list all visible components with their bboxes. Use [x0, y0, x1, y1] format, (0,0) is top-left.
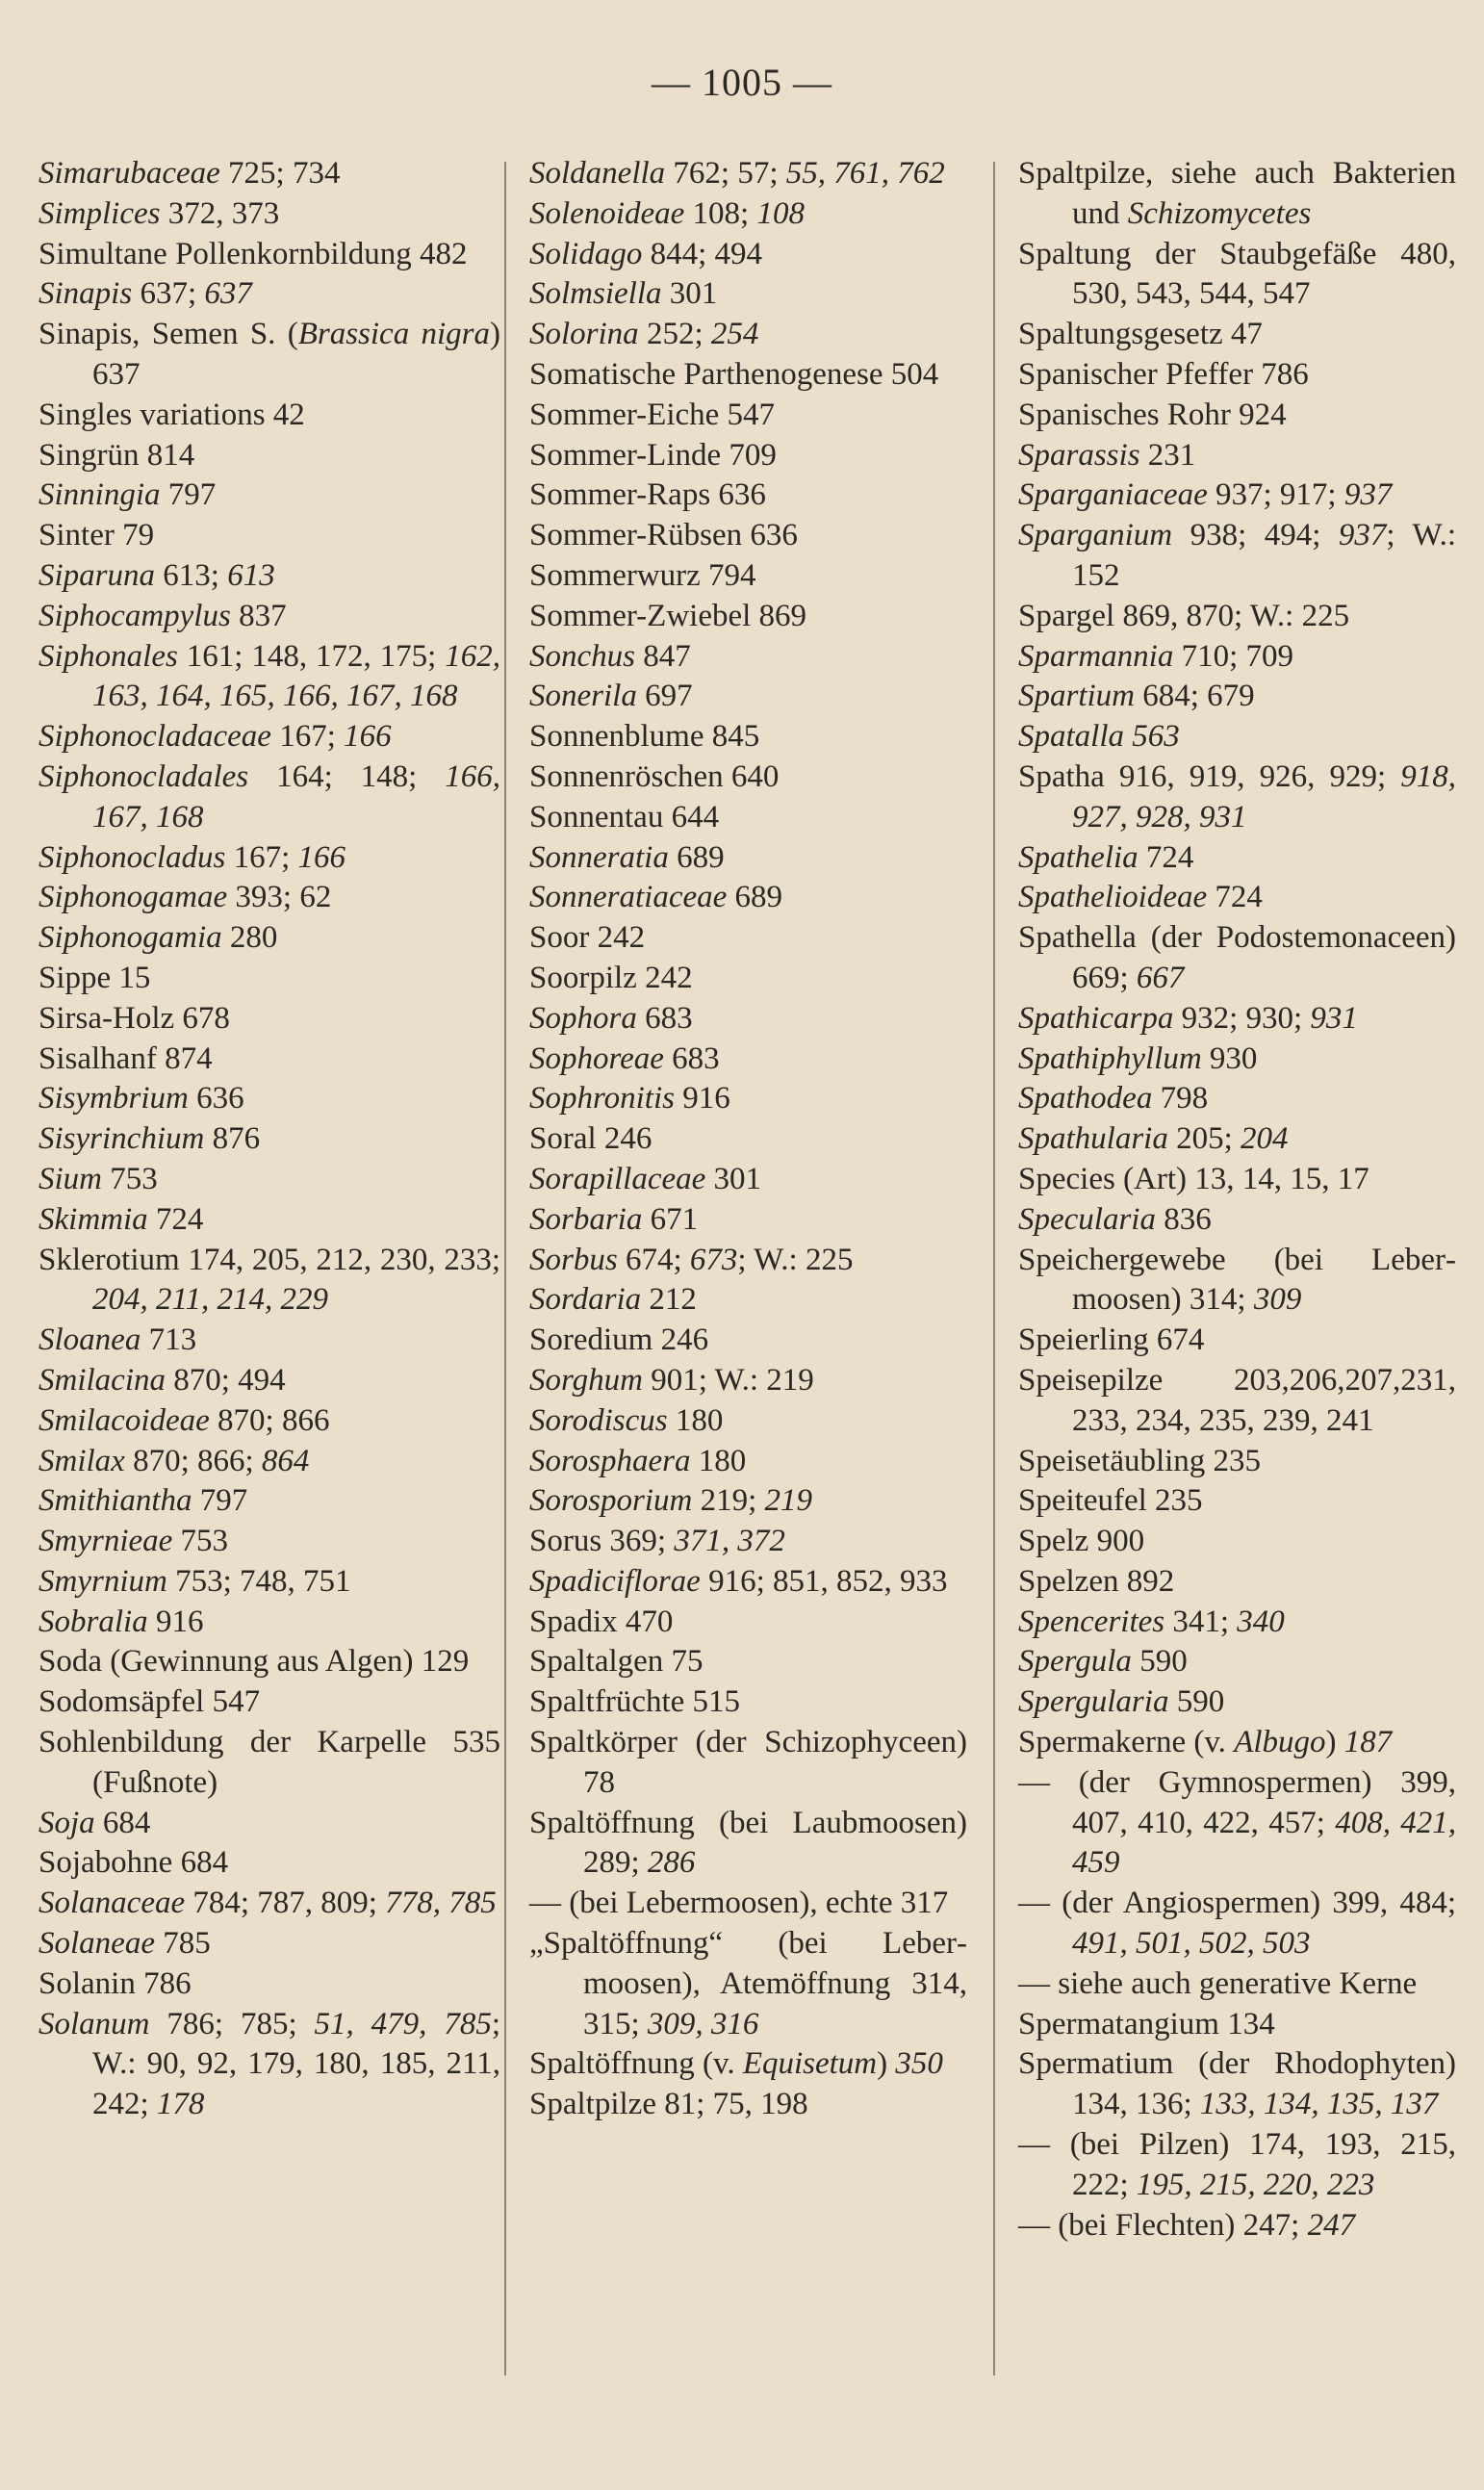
index-entry: Soldanella 762; 57; 55, 761, 762 [529, 156, 945, 191]
index-entry: Siphonogamia 280 [38, 920, 278, 956]
index-entry: Speiteufel 235 [1018, 1483, 1203, 1519]
index-entry: Sklerotium 174, 205, 212, 230, 233; 204, 211, 214, 229 [38, 1242, 500, 1318]
index-entry: Sinapis, Semen S. (Brassica nigra) 637 [38, 317, 500, 392]
index-entry: Specularia 836 [1018, 1201, 1212, 1237]
index-entry: Sinter 79 [38, 518, 155, 553]
index-entry: Species (Art) 13, 14, 15, 17 [1018, 1161, 1369, 1196]
index-entry: Spaltfrüchte 515 [529, 1684, 741, 1720]
index-entry: Spelzen 892 [1018, 1563, 1175, 1599]
index-entry: Sobralia 916 [38, 1604, 204, 1639]
index-entry: Sonnenröschen 640 [529, 758, 780, 794]
index-entry: Solanaceae 784; 787, 809; 778, 785 [38, 1886, 497, 1921]
index-entry: Sparassis 231 [1018, 437, 1196, 473]
index-entry: Spadiciflorae 916; 851, 852, 933 [529, 1563, 948, 1599]
index-entry: Simarubaceae 725; 734 [38, 156, 341, 191]
index-entry: Sommer-Linde 709 [529, 437, 777, 473]
index-entry: Sommerwurz 794 [529, 557, 756, 593]
index-entry: Spaltpilze, siehe auch Bakterien und Schizomycetes [1018, 156, 1456, 231]
index-entry: — (bei Lebermoosen), echte 317 [529, 1886, 949, 1921]
index-entry: Spaltungsgesetz 47 [1018, 317, 1263, 352]
index-entry: Smilacoideae 870; 866 [38, 1402, 330, 1438]
index-entry: Spartium 684; 679 [1018, 679, 1255, 714]
index-entry: Solenoideae 108; 108 [529, 195, 805, 231]
index-entry: Soda (Gewinnung aus Algen) 129 [38, 1644, 470, 1680]
column-divider [504, 162, 506, 2375]
index-entry: Sorbus 674; 673; W.: 225 [529, 1242, 854, 1277]
index-entry: Spermatium (der Rhodophyten) 134, 136; 133, 134, 135, 137 [1018, 2046, 1456, 2122]
index-entry: Spaltalgen 75 [529, 1644, 704, 1680]
index-entry: Sippe 15 [38, 960, 151, 995]
index-entry: Siphonocladaceae 167; 166 [38, 719, 392, 755]
index-column-1 [38, 154, 500, 2125]
index-entry: Sisalhanf 874 [38, 1040, 213, 1076]
index-entry: Simplices 372, 373 [38, 195, 280, 231]
index-entry: Sonneratia 689 [529, 839, 725, 875]
index-entry: Spaltöffnung (bei Laubmoosen) 289; 286 [529, 1805, 967, 1881]
index-entry: Singles variations 42 [38, 397, 305, 432]
index-entry: Spanisches Rohr 924 [1018, 397, 1287, 432]
index-entry: Somatische Parthenogenese 504 [529, 356, 939, 392]
index-entry: Sommer-Raps 636 [529, 477, 766, 513]
index-entry: Spergula 590 [1018, 1644, 1188, 1680]
index-entry: Spaltung der Staubgefäße 480, 530, 543, 544, 547 [1018, 236, 1456, 312]
index-entry: Solmsiella 301 [529, 276, 718, 312]
index-entry: Sparmannia 710; 709 [1018, 638, 1294, 674]
index-entry: Sophronitis 916 [529, 1081, 730, 1117]
index-entry: Solanin 786 [38, 1965, 192, 2001]
index-entry: Siphonogamae 393; 62 [38, 880, 332, 915]
index-entry: Siphonales 161; 148, 172, 175; 162, 163, 164, 165, 166, 167, 168 [38, 638, 500, 714]
page-number: — 1005 — [652, 61, 832, 104]
index-entry: Sojabohne 684 [38, 1845, 229, 1881]
index-entry: Spathelioideae 724 [1018, 880, 1263, 915]
index-entry: Sorghum 901; W.: 219 [529, 1362, 814, 1398]
index-entry: Spathiphyllum 930 [1018, 1040, 1258, 1076]
index-entry: „Spaltöffnung“ (bei Lebermoosen), Atemöffnung 314, 315; 309, 316 [529, 1926, 967, 2041]
index-entry: Sorapillaceae 301 [529, 1161, 762, 1196]
index-entry: — (bei Pilzen) 174, 193, 215, 222; 195, 215, 220, 223 [1018, 2127, 1456, 2202]
index-entry: Sloanea 713 [38, 1322, 197, 1358]
index-entry: — (der Angiospermen) 399, 484; 491, 501, 502, 503 [1018, 1886, 1456, 1962]
index-entry: Speichergewebe (bei Lebermoosen) 314; 309 [1018, 1242, 1456, 1318]
index-entry: Spadix 470 [529, 1604, 674, 1639]
index-entry: Sorodiscus 180 [529, 1402, 724, 1438]
index-entry: Sordaria 212 [529, 1282, 697, 1318]
index-entry: Spargel 869, 870; W.: 225 [1018, 598, 1350, 633]
index-entry: Spathelia 724 [1018, 839, 1194, 875]
index-entry: Solorina 252; 254 [529, 317, 759, 352]
index-entry: Speierling 674 [1018, 1322, 1205, 1358]
index-entry: Siphonocladales 164; 148; 166, 167, 168 [38, 758, 500, 834]
index-entry: Spathella (der Podostemonaceen) 669; 667 [1018, 920, 1456, 995]
index-entry: Sommer-Zwiebel 869 [529, 598, 807, 633]
index-entry: Spaltpilze 81; 75, 198 [529, 2087, 808, 2122]
index-entry: Sonerila 697 [529, 679, 693, 714]
index-entry: — (der Gymnospermen) 399, 407, 410, 422, 457; 408, 421, 459 [1018, 1764, 1457, 1881]
index-column-2 [529, 154, 967, 2125]
index-entry: Sisyrinchium 876 [38, 1121, 261, 1157]
index-entry: Sinapis 637; 637 [38, 276, 252, 312]
index-entry: Soral 246 [529, 1121, 652, 1157]
index-entry: Speisepilze 203,206,207,231, 233, 234, 235, 239, 241 [1018, 1362, 1456, 1438]
index-entry: Solaneae 785 [38, 1926, 211, 1962]
index-entry: Sorus 369; 371, 372 [529, 1524, 785, 1559]
index-entry: Spathodea 798 [1018, 1081, 1209, 1117]
index-entry: Spergularia 590 [1018, 1684, 1225, 1720]
index-entry: Speisetäubling 235 [1018, 1443, 1262, 1478]
index-entry: Sonnenblume 845 [529, 719, 760, 755]
index-entry: Siphocampylus 837 [38, 598, 287, 633]
index-entry: Spencerites 341; 340 [1018, 1604, 1285, 1639]
index-entry: Spatha 916, 919, 926, 929; 918, 927, 928, 931 [1018, 758, 1456, 834]
index-entry: Soredium 246 [529, 1322, 709, 1358]
index-entry: Spermakerne (v. Albugo) 187 [1018, 1725, 1393, 1760]
index-column-3 [1018, 154, 1456, 2246]
index-entry: Sonchus 847 [529, 638, 691, 674]
index-entry: Spathularia 205; 204 [1018, 1121, 1289, 1157]
index-entry: Spelz 900 [1018, 1524, 1145, 1559]
index-entry: Spaltöffnung (v. Equisetum) 350 [529, 2046, 943, 2082]
index-entry: — siehe auch generative Kerne [1018, 1965, 1418, 2001]
column-divider [993, 162, 995, 2375]
index-entry: Sophora 683 [529, 1000, 693, 1036]
index-entry: Sinningia 797 [38, 477, 217, 513]
index-entry: Sophoreae 683 [529, 1040, 720, 1076]
index-entry: Sonneratiaceae 689 [529, 880, 783, 915]
index-entry: Solanum 786; 785; 51, 479, 785; W.: 90, 92, 179, 180, 185, 211, 242; 178 [38, 2006, 500, 2122]
index-entry: Sohlenbildung der Karpelle 535 (Fußnote) [38, 1725, 500, 1800]
index-entry: Spaltkörper (der Schizophyceen) 78 [529, 1725, 967, 1800]
index-entry: Solidago 844; 494 [529, 236, 763, 271]
index-entry: Sommer-Eiche 547 [529, 397, 776, 432]
index-entry: Smithiantha 797 [38, 1483, 248, 1519]
index-entry: Spatalla 563 [1018, 719, 1180, 755]
index-entry: Smilax 870; 866; 864 [38, 1443, 310, 1478]
index-entry: Soja 684 [38, 1805, 151, 1840]
index-entry: — (bei Flechten) 247; 247 [1018, 2207, 1356, 2243]
index-entry: Spermatangium 134 [1018, 2006, 1275, 2041]
index-entry: Soorpilz 242 [529, 960, 693, 995]
index-entry: Smyrnieae 753 [38, 1524, 229, 1559]
index-entry: Sium 753 [38, 1161, 158, 1196]
index-entry: Sparganium 938; 494; 937; W.: 152 [1018, 518, 1456, 593]
index-entry: Sorbaria 671 [529, 1201, 699, 1237]
index-entry: Sorosphaera 180 [529, 1443, 747, 1478]
index-entry: Sonnentau 644 [529, 799, 720, 834]
index-entry: Sparganiaceae 937; 917; 937 [1018, 477, 1393, 513]
index-entry: Singrün 814 [38, 437, 195, 473]
index-entry: Skimmia 724 [38, 1201, 204, 1237]
index-entry: Smilacina 870; 494 [38, 1362, 286, 1398]
index-entry: Soor 242 [529, 920, 646, 956]
index-entry: Sisymbrium 636 [38, 1081, 244, 1117]
index-entry: Simultane Pollenkornbildung 482 [38, 236, 468, 271]
index-entry: Spathicarpa 932; 930; 931 [1018, 1000, 1358, 1036]
index-entry: Siparuna 613; 613 [38, 557, 275, 593]
index-entry: Sommer-Rübsen 636 [529, 518, 798, 553]
index-entry: Sorosporium 219; 219 [529, 1483, 812, 1519]
index-entry: Spanischer Pfeffer 786 [1018, 356, 1309, 392]
index-entry: Smyrnium 753; 748, 751 [38, 1563, 351, 1599]
index-entry: Sodomsäpfel 547 [38, 1684, 261, 1720]
index-entry: Siphonocladus 167; 166 [38, 839, 345, 875]
index-entry: Sirsa-Holz 678 [38, 1000, 230, 1036]
